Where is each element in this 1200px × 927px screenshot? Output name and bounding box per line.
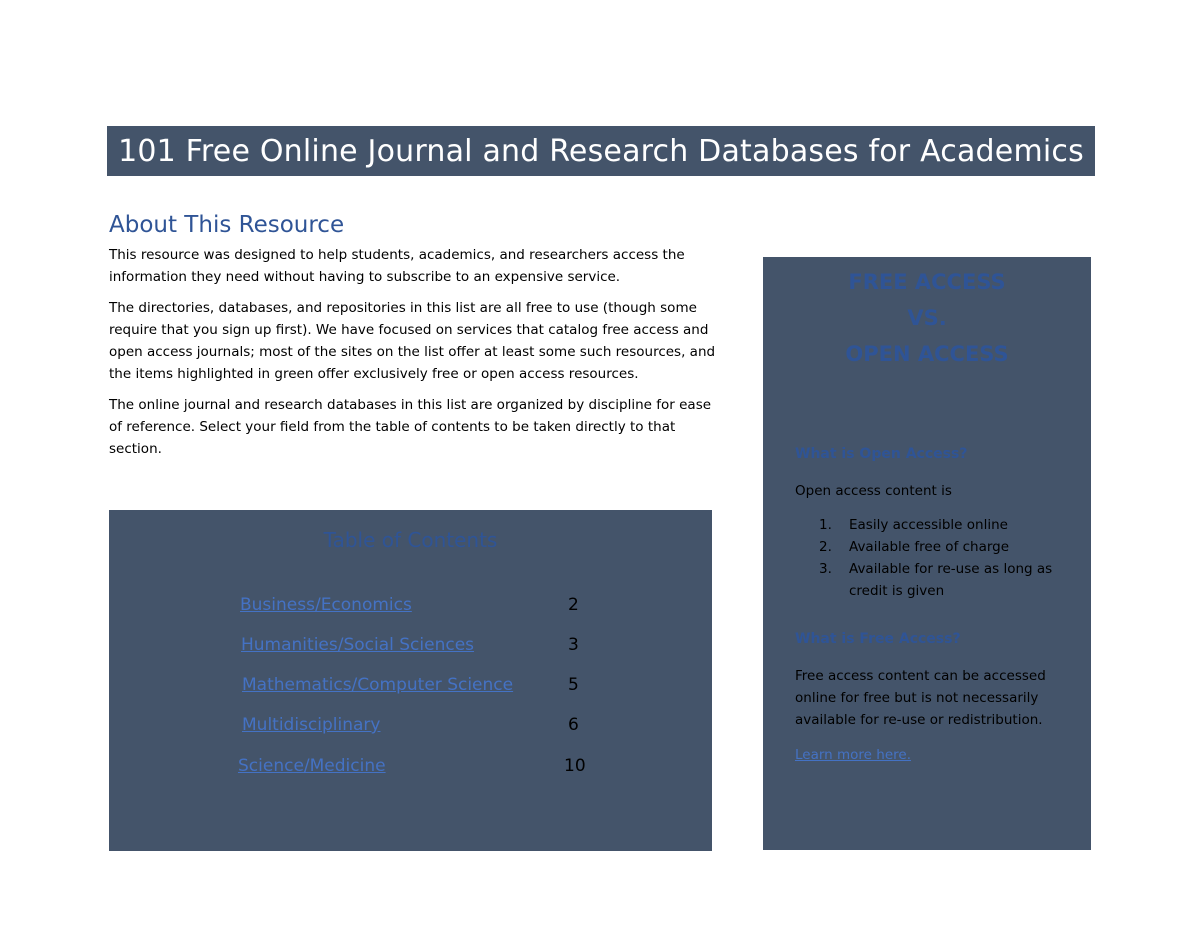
toc-title: Table of Contents [323,528,498,552]
toc-page-number: 6 [568,715,579,735]
toc-page-number: 5 [568,675,579,695]
access-sidebar [763,257,1091,850]
toc-link-business-economics[interactable]: Business/Economics [240,595,412,615]
list-number: 2. [819,539,832,555]
open-access-heading: What is Open Access? [795,446,968,462]
toc-page-number: 3 [568,635,579,655]
sidebar-heading-line: VS. [907,306,947,330]
toc-link-mathematics-computer-science[interactable]: Mathematics/Computer Science [242,675,514,695]
sidebar-heading-line: FREE ACCESS [848,270,1006,294]
about-paragraph: This resource was designed to help students, academics, and researchers access the information they need without having to subscribe to an expensive service. [109,247,685,285]
list-item [795,536,1065,558]
free-access-text: Free access content can be accessed online for free but is not necessarily available for re-use or redistribution. [795,668,1046,728]
list-item-text: Available for re-use as long as credit is given [849,561,1053,599]
list-item-text: Available free of charge [849,539,1010,555]
list-number: 1. [819,517,832,533]
toc-page-number: 2 [568,595,579,615]
sidebar-heading [763,264,1091,372]
open-access-intro: Open access content is [795,483,952,499]
list-item [795,558,1065,602]
page-title: 101 Free Online Journal and Research Databases for Academics [107,126,1095,176]
list-number: 3. [819,561,832,577]
free-access-heading: What is Free Access? [795,631,961,647]
about-paragraph: The online journal and research databases in this list are organized by discipline for ease of reference. Select your field from the table of contents to be taken directly to that section. [109,397,712,457]
toc-link-multidisciplinary[interactable]: Multidisciplinary [242,715,381,735]
about-paragraph: The directories, databases, and repositories in this list are all free to use (though some require that you sign up first). We have focused on services that catalog free access and open access journals; most of the sites on the list offer at least some such resources, and the items highlighted in green offer exclusively free or open access resources. [109,300,716,382]
open-access-list [795,514,1065,602]
toc-link-humanities-social-sciences[interactable]: Humanities/Social Sciences [241,635,475,655]
learn-more-link[interactable]: Learn more here. [795,747,911,763]
list-item-text: Easily accessible online [849,517,1008,533]
about-text [109,244,719,469]
toc-link-science-medicine[interactable]: Science/Medicine [238,756,386,776]
about-heading: About This Resource [109,212,345,238]
sidebar-heading-line: OPEN ACCESS [845,342,1009,366]
toc-page-number: 10 [564,756,586,776]
table-of-contents [109,510,712,851]
list-item [795,514,1065,536]
